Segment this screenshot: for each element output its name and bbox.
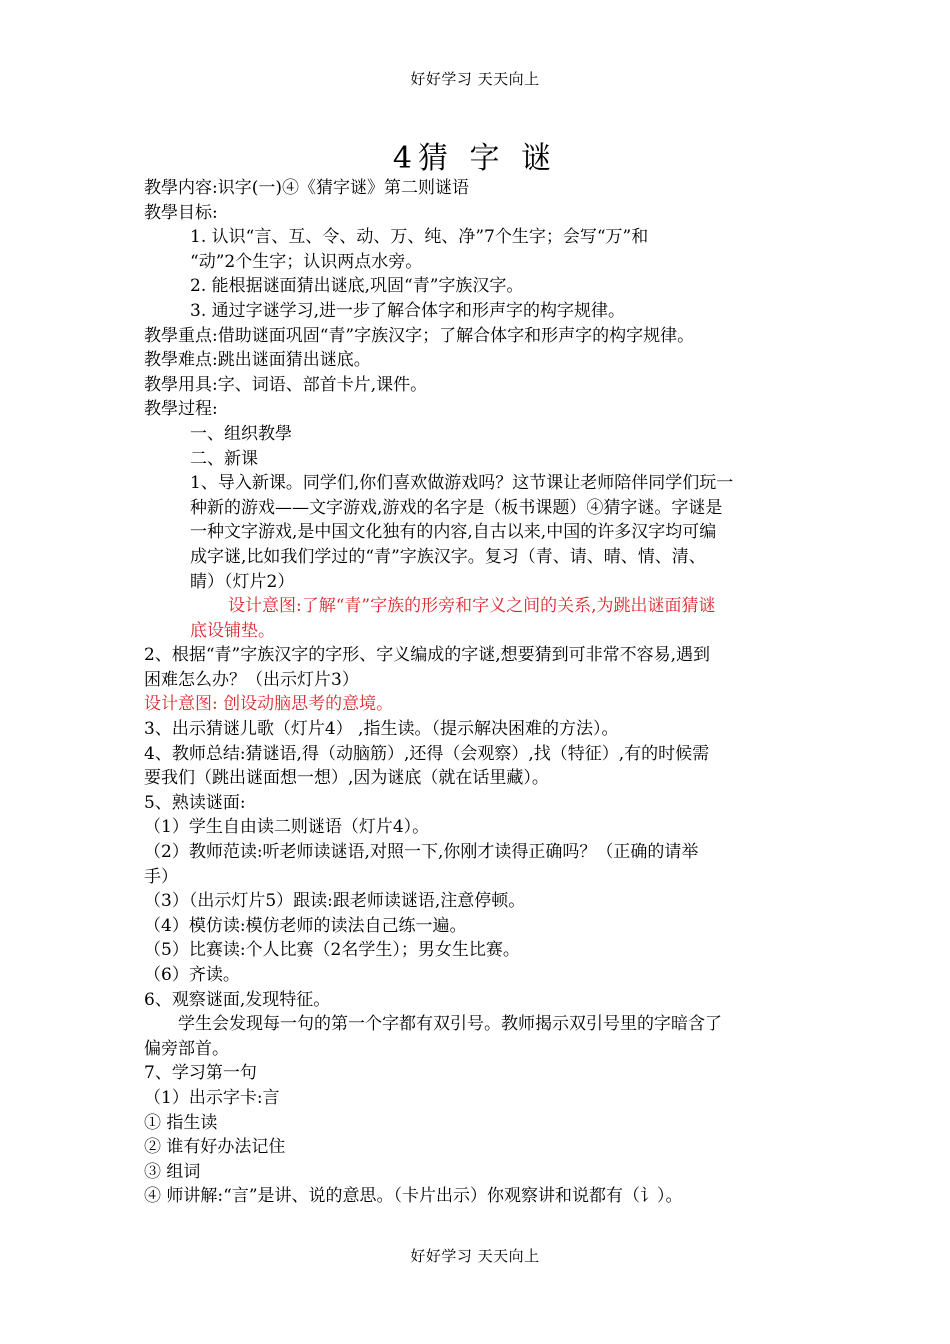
text-line: 底设铺垫。: [190, 620, 275, 641]
text-line: 2. 能根据谜面猜出谜底,巩固“青”字族汉字。: [190, 276, 524, 297]
text-line: 要我们（跳出谜面想一想）,因为谜底（就在话里藏）。: [144, 768, 549, 789]
text-line: （1）学生自由读二则谜语（灯片4）。: [144, 817, 430, 838]
text-line: （6）齐读。: [144, 965, 240, 985]
text-line: 教學目标:: [144, 202, 218, 223]
text-line: 7、学习第一句: [144, 1063, 257, 1084]
text-line: 种新的游戏——文字游戏,游戏的名字是（板书课题）④猜字谜。字谜是: [190, 497, 723, 518]
text-line: 4、教师总结:猜谜语,得（动脑筋）,还得（会观察）,找（特征）,有的时候需: [144, 743, 710, 764]
page-footer: 好好学习 天天向上: [410, 1247, 540, 1265]
text-line: 设计意图:了解“青”字族的形旁和字义之间的关系,为跳出谜面猜谜: [228, 596, 716, 617]
text-line: 1. 认识“言、互、令、动、万、纯、净”7个生字；会写“万”和: [190, 227, 649, 248]
text-line: 5、熟读谜面:: [144, 792, 246, 813]
text-line: 困难怎么办？（出示灯片3）: [144, 669, 359, 690]
text-line: ③ 组词: [144, 1161, 201, 1182]
text-line: ① 指生读: [144, 1112, 218, 1133]
text-line: 教學用具:字、词语、部首卡片,课件。: [144, 374, 428, 395]
text-line: 2、根据“青”字族汉字的字形、字义编成的字谜,想要猜到可非常不容易,遇到: [144, 645, 711, 666]
text-line: 偏旁部首。: [144, 1038, 229, 1059]
text-line: （5）比赛读:个人比赛（2名学生）；男女生比赛。: [144, 940, 520, 961]
text-line: 6、观察谜面,发现特征。: [144, 989, 331, 1010]
page-title: 4猜 字 谜: [392, 141, 558, 176]
page-header: 好好学习 天天向上: [410, 70, 540, 88]
text-line: ④ 师讲解:“言”是讲、说的意思。（卡片出示）你观察讲和说都有（讠）。: [144, 1186, 683, 1207]
text-line: （1）出示字卡:言: [144, 1087, 280, 1108]
text-line: 教學内容:识字(一)④《猜字谜》第二则谜语: [144, 178, 469, 198]
text-line: 3. 通过字谜学习,进一步了解合体字和形声字的构字规律。: [190, 300, 626, 321]
text-line: 学生会发现每一句的第一个字都有双引号。教师揭示双引号里的字暗含了: [178, 1014, 722, 1035]
text-line: 一种文字游戏,是中国文化独有的内容,自古以来,中国的许多汉字均可编: [190, 522, 717, 543]
text-line: 成字谜,比如我们学过的“青”字族汉字。复习（青、请、晴、情、清、: [190, 546, 706, 567]
text-line: “动”2个生字；认识两点水旁。: [190, 251, 423, 272]
text-line: 手）: [144, 866, 178, 887]
text-line: 二、新课: [190, 448, 258, 469]
document-body: [144, 176, 810, 1209]
text-line: 教學过程:: [144, 399, 218, 420]
text-line: 教學难点:跳出谜面猜出谜底。: [144, 350, 371, 371]
text-line: 一、组织教學: [190, 423, 292, 444]
text-line: （3）（出示灯片5）跟读:跟老师读谜语,注意停顿。: [144, 891, 526, 912]
text-line: （2）教师范读:听老师读谜语,对照一下,你刚才读得正确吗？（正确的请举: [144, 842, 699, 863]
text-line: 设计意图: 创设动脑思考的意境。: [144, 694, 394, 715]
text-line: 1、导入新课。同学们,你们喜欢做游戏吗？这节课让老师陪伴同学们玩一: [190, 473, 734, 494]
text-line: ② 谁有好办法记住: [144, 1137, 286, 1158]
text-line: （4）模仿读:模仿老师的读法自己练一遍。: [144, 915, 467, 936]
text-line: 教學重点:借助谜面巩固“青”字族汉字；了解合体字和形声字的构字规律。: [144, 325, 695, 346]
text-line: 3、出示猜谜儿歌（灯片4） ,指生读。（提示解决困难的方法）。: [144, 719, 619, 740]
text-line: 睛）（灯片2）: [190, 571, 295, 592]
